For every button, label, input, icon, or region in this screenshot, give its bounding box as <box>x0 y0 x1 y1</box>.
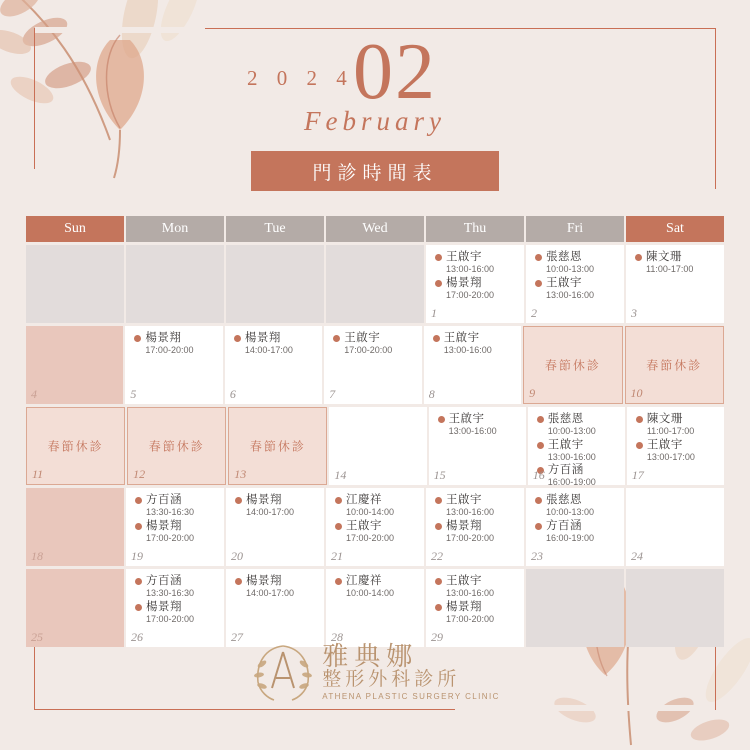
day-number: 6 <box>229 387 236 401</box>
weekday-header-sun: Sun <box>26 216 124 242</box>
appointment-list <box>226 569 324 599</box>
bullet-dot-icon <box>135 523 142 530</box>
appointment-list <box>324 326 421 356</box>
appointment-text <box>346 494 394 518</box>
calendar-week-row <box>26 569 724 647</box>
day-number: 2 <box>531 306 537 320</box>
doctor-name: 王啟宇 <box>547 438 584 451</box>
day-number: 28 <box>331 630 343 644</box>
bullet-dot-icon <box>333 335 340 342</box>
calendar-day-19[interactable] <box>126 488 224 566</box>
appointment-time: 14:00-17:00 <box>244 345 293 356</box>
bullet-dot-icon <box>135 604 142 611</box>
calendar-day-21[interactable] <box>326 488 424 566</box>
calendar-day-13[interactable] <box>228 407 327 485</box>
calendar-day-29[interactable] <box>426 569 524 647</box>
day-number: 21 <box>331 549 343 563</box>
bullet-dot-icon <box>235 497 242 504</box>
bullet-dot-icon <box>435 497 442 504</box>
appointment-entry[interactable] <box>530 277 620 301</box>
appointment-entry[interactable] <box>631 413 720 437</box>
bullet-dot-icon <box>535 254 542 261</box>
doctor-name: 楊景翔 <box>145 332 182 344</box>
appointment-list <box>426 245 524 300</box>
appointment-time: 10:00-13:00 <box>547 426 596 437</box>
laurel-a-logo-icon <box>250 642 316 702</box>
calendar-day-26[interactable] <box>126 569 224 647</box>
appointment-entry[interactable] <box>532 464 621 488</box>
day-number: 14 <box>334 468 347 482</box>
appointment-entry[interactable] <box>130 575 220 599</box>
appointment-time: 13:00-16:00 <box>446 507 495 518</box>
calendar-day-10[interactable] <box>625 326 724 404</box>
day-number: 1 <box>431 306 437 320</box>
day-number: 26 <box>131 630 143 644</box>
doctor-name: 張慈恩 <box>546 251 582 263</box>
appointment-time: 13:00-16:00 <box>446 588 495 599</box>
bullet-dot-icon <box>535 497 542 504</box>
calendar-day-3[interactable] <box>626 245 724 323</box>
day-number: 4 <box>31 387 37 401</box>
calendar-week-row <box>26 407 724 488</box>
doctor-name: 王啟宇 <box>446 575 482 587</box>
weekday-header-sat: Sat <box>626 216 724 242</box>
bullet-dot-icon <box>435 254 442 261</box>
doctor-name: 江慶祥 <box>346 494 382 506</box>
appointment-entry[interactable] <box>530 251 620 275</box>
weekday-header-row <box>26 216 724 242</box>
appointment-text <box>647 413 694 437</box>
appointment-time: 13:30-16:30 <box>146 588 195 599</box>
doctor-name: 楊景翔 <box>446 519 482 532</box>
calendar-body <box>26 245 724 647</box>
doctor-name: 王啟宇 <box>446 494 482 506</box>
bullet-dot-icon <box>435 280 442 287</box>
bullet-dot-icon <box>435 604 442 611</box>
appointment-list <box>424 326 521 356</box>
appointment-text <box>449 413 497 437</box>
doctor-name: 楊景翔 <box>244 332 281 344</box>
appointment-list <box>326 569 424 599</box>
calendar-day-18[interactable] <box>26 488 124 566</box>
bullet-dot-icon <box>135 578 142 585</box>
appointment-list <box>426 569 524 624</box>
bullet-dot-icon <box>535 523 542 530</box>
appointment-time: 13:00-16:00 <box>547 451 596 462</box>
doctor-name: 方百涵 <box>546 519 582 532</box>
bullet-dot-icon <box>636 442 643 449</box>
day-number: 11 <box>32 467 44 481</box>
appointment-time: 13:00-16:00 <box>443 345 492 356</box>
appointment-entry[interactable] <box>328 332 417 356</box>
appointment-text <box>546 520 594 544</box>
calendar-day-9[interactable] <box>523 326 622 404</box>
appointment-text <box>146 520 194 544</box>
weekday-header-tue: Tue <box>226 216 324 242</box>
day-number: 7 <box>329 387 336 401</box>
appointment-entry[interactable] <box>532 439 621 463</box>
bullet-dot-icon <box>537 416 544 423</box>
appointment-time: 10:00-14:00 <box>346 507 395 518</box>
calendar-day-empty <box>326 245 424 323</box>
holiday-label: 春節休診 <box>47 439 104 454</box>
calendar-week-row <box>26 326 724 404</box>
calendar-day-1[interactable] <box>426 245 524 323</box>
appointment-list <box>125 326 222 356</box>
day-number: 13 <box>234 467 247 481</box>
clinic-name-cn: 雅典娜 <box>322 641 419 671</box>
bullet-dot-icon <box>636 416 643 423</box>
appointment-time: 17:00-20:00 <box>446 613 495 624</box>
doctor-name: 陳文珊 <box>646 251 682 263</box>
clinic-logo <box>0 642 750 702</box>
bullet-dot-icon <box>235 578 242 585</box>
calendar-day-2[interactable] <box>526 245 624 323</box>
doctor-name: 王啟宇 <box>448 413 485 425</box>
calendar-day-7[interactable] <box>324 326 421 404</box>
appointment-time: 11:00-17:00 <box>646 426 695 437</box>
appointment-entry[interactable] <box>330 575 420 599</box>
calendar-day-15[interactable] <box>429 407 526 485</box>
appointment-time: 17:00-20:00 <box>145 345 194 356</box>
bullet-dot-icon <box>335 497 342 504</box>
doctor-name: 王啟宇 <box>546 276 582 289</box>
calendar-day-17[interactable] <box>627 407 724 485</box>
calendar-day-22[interactable] <box>426 488 524 566</box>
appointment-time: 16:00-19:00 <box>547 477 596 488</box>
calendar-day-4[interactable] <box>26 326 123 404</box>
appointment-time: 13:00-17:00 <box>646 451 695 462</box>
weekday-header-wed: Wed <box>326 216 424 242</box>
appointment-time: 17:00-20:00 <box>446 532 495 543</box>
bullet-dot-icon <box>435 523 442 530</box>
calendar-day-empty <box>126 245 224 323</box>
weekday-header-mon: Mon <box>126 216 224 242</box>
calendar-day-empty <box>526 569 624 647</box>
appointment-entry[interactable] <box>430 575 520 599</box>
appointment-time: 11:00-17:00 <box>646 264 694 275</box>
appointment-list <box>126 488 224 543</box>
appointment-text <box>548 413 596 437</box>
calendar-day-8[interactable] <box>424 326 521 404</box>
day-number: 27 <box>231 630 243 644</box>
appointment-time: 10:00-14:00 <box>346 588 395 599</box>
appointment-entry[interactable] <box>430 601 520 625</box>
appointment-entry[interactable] <box>430 277 520 301</box>
clinic-name-en: ATHENA PLASTIC SURGERY CLINIC <box>322 691 500 701</box>
doctor-name: 王啟宇 <box>346 519 382 532</box>
appointment-text <box>446 251 494 275</box>
appointment-text <box>146 601 194 625</box>
appointment-text <box>245 332 293 356</box>
day-number: 15 <box>433 468 446 482</box>
holiday-label: 春節休診 <box>544 358 601 373</box>
bullet-dot-icon <box>335 523 342 530</box>
day-number: 5 <box>130 387 137 401</box>
appointment-entry[interactable] <box>630 251 720 275</box>
appointment-time: 17:00-20:00 <box>346 532 395 543</box>
appointment-time: 14:00-17:00 <box>246 507 295 518</box>
appointment-entry[interactable] <box>428 332 517 356</box>
appointment-entry[interactable] <box>430 494 520 518</box>
holiday-label: 春節休診 <box>249 439 306 454</box>
calendar-day-24[interactable] <box>626 488 724 566</box>
bullet-dot-icon <box>134 335 141 342</box>
calendar-day-empty <box>226 245 324 323</box>
appointment-list <box>626 245 724 275</box>
appointment-time: 13:00-16:00 <box>446 264 495 275</box>
bullet-dot-icon <box>635 254 642 261</box>
appointment-list <box>226 488 324 518</box>
appointment-entry[interactable] <box>230 575 320 599</box>
appointment-entry[interactable] <box>530 520 620 544</box>
appointment-time: 10:00-13:00 <box>546 507 595 518</box>
appointment-entry[interactable] <box>130 601 220 625</box>
doctor-name: 張慈恩 <box>546 494 582 506</box>
appointment-time: 13:00-16:00 <box>546 289 595 300</box>
appointment-time: 13:30-16:30 <box>146 507 195 518</box>
appointment-text <box>646 251 693 275</box>
doctor-name: 方百涵 <box>146 575 182 587</box>
year-label: 2 0 2 4 <box>247 66 354 90</box>
day-number: 19 <box>131 549 143 563</box>
month-number: 02 <box>353 28 437 116</box>
day-number: 16 <box>532 468 545 482</box>
day-number: 10 <box>630 386 643 400</box>
clinic-subtitle-cn: 整形外科診所 <box>322 668 461 690</box>
calendar-day-empty <box>26 245 124 323</box>
appointment-entry[interactable] <box>130 520 220 544</box>
appointment-text <box>346 520 394 544</box>
doctor-name: 王啟宇 <box>443 332 480 344</box>
calendar-week-row <box>26 488 724 566</box>
appointment-text <box>146 575 194 599</box>
doctor-name: 江慶祥 <box>346 575 382 587</box>
calendar-day-25[interactable] <box>26 569 124 647</box>
calendar-day-20[interactable] <box>226 488 324 566</box>
day-number: 24 <box>631 549 643 563</box>
appointment-text <box>446 520 494 544</box>
calendar-day-empty <box>626 569 724 647</box>
doctor-name: 王啟宇 <box>446 251 482 263</box>
bullet-dot-icon <box>537 442 544 449</box>
calendar-day-14[interactable] <box>329 407 426 485</box>
calendar-day-28[interactable] <box>326 569 424 647</box>
day-number: 22 <box>431 549 443 563</box>
calendar-day-5[interactable] <box>125 326 222 404</box>
bullet-dot-icon <box>435 578 442 585</box>
day-number: 17 <box>631 468 644 482</box>
appointment-entry[interactable] <box>330 494 420 518</box>
doctor-name: 方百涵 <box>547 464 584 477</box>
appointment-text <box>146 494 194 518</box>
appointment-text <box>548 464 596 488</box>
appointment-list <box>526 488 624 543</box>
bullet-dot-icon <box>234 335 241 342</box>
doctor-name: 陳文珊 <box>646 413 683 425</box>
calendar <box>26 216 724 647</box>
appointment-text <box>446 601 494 625</box>
appointment-list <box>429 407 526 437</box>
appointment-list <box>225 326 322 356</box>
doctor-name: 楊景翔 <box>446 276 482 289</box>
appointment-entry[interactable] <box>430 520 520 544</box>
bullet-dot-icon <box>135 497 142 504</box>
calendar-day-23[interactable] <box>526 488 624 566</box>
day-number: 18 <box>31 549 43 563</box>
day-number: 3 <box>631 306 637 320</box>
day-number: 20 <box>231 549 243 563</box>
appointment-entry[interactable] <box>330 520 420 544</box>
doctor-name: 楊景翔 <box>246 575 282 587</box>
bullet-dot-icon <box>535 280 542 287</box>
appointment-entry[interactable] <box>530 494 620 518</box>
appointment-text <box>546 251 594 275</box>
appointment-list <box>526 245 624 300</box>
appointment-time: 17:00-20:00 <box>146 532 195 543</box>
appointment-time: 10:00-13:00 <box>546 264 595 275</box>
calendar-day-12[interactable] <box>127 407 226 485</box>
appointment-time: 13:00-16:00 <box>448 426 497 437</box>
appointment-text <box>446 277 494 301</box>
appointment-text <box>346 575 394 599</box>
appointment-text <box>446 494 494 518</box>
appointment-entry[interactable] <box>433 413 522 437</box>
appointment-entry[interactable] <box>229 332 318 356</box>
appointment-entry[interactable] <box>532 413 621 437</box>
bullet-dot-icon <box>335 578 342 585</box>
appointment-text <box>444 332 492 356</box>
appointment-list <box>426 488 524 543</box>
appointment-text <box>246 575 294 599</box>
day-number: 8 <box>428 387 435 401</box>
appointment-text <box>546 277 594 301</box>
appointment-text <box>246 494 294 518</box>
holiday-label: 春節休診 <box>148 439 205 454</box>
appointment-text <box>548 439 596 463</box>
holiday-label: 春節休診 <box>646 358 703 373</box>
calendar-week-row <box>26 245 724 323</box>
appointment-text <box>145 332 193 356</box>
bullet-dot-icon <box>438 416 445 423</box>
doctor-name: 楊景翔 <box>246 494 282 506</box>
doctor-name: 張慈恩 <box>547 413 584 425</box>
weekday-header-thu: Thu <box>426 216 524 242</box>
appointment-text <box>546 494 594 518</box>
doctor-name: 王啟宇 <box>646 438 683 451</box>
day-number: 25 <box>31 630 43 644</box>
calendar-day-27[interactable] <box>226 569 324 647</box>
appointment-entry[interactable] <box>230 494 320 518</box>
appointment-time: 14:00-17:00 <box>246 588 295 599</box>
appointment-time: 17:00-20:00 <box>344 345 393 356</box>
appointment-text <box>647 439 695 463</box>
doctor-name: 楊景翔 <box>146 600 182 613</box>
day-number: 12 <box>133 467 146 481</box>
doctor-name: 王啟宇 <box>344 332 381 344</box>
appointment-time: 16:00-19:00 <box>546 532 595 543</box>
doctor-name: 方百涵 <box>146 494 182 506</box>
page-title: 門診時間表 <box>251 151 499 191</box>
appointment-text <box>344 332 392 356</box>
appointment-time: 17:00-20:00 <box>146 613 195 624</box>
appointment-text <box>446 575 494 599</box>
appointment-entry[interactable] <box>129 332 218 356</box>
calendar-day-11[interactable] <box>26 407 125 485</box>
month-name: February <box>304 106 446 136</box>
appointment-list <box>627 407 724 462</box>
calendar-day-16[interactable] <box>528 407 625 488</box>
day-number: 9 <box>529 386 536 400</box>
appointment-entry[interactable] <box>631 439 720 463</box>
appointment-list <box>126 569 224 624</box>
bullet-dot-icon <box>433 335 440 342</box>
calendar-day-6[interactable] <box>225 326 322 404</box>
appointment-list <box>326 488 424 543</box>
appointment-entry[interactable] <box>430 251 520 275</box>
doctor-name: 楊景翔 <box>446 600 482 613</box>
calendar-header <box>0 26 750 191</box>
day-number: 23 <box>531 549 543 563</box>
day-number: 29 <box>431 630 443 644</box>
weekday-header-fri: Fri <box>526 216 624 242</box>
appointment-entry[interactable] <box>130 494 220 518</box>
appointment-time: 17:00-20:00 <box>446 289 495 300</box>
doctor-name: 楊景翔 <box>146 519 182 532</box>
